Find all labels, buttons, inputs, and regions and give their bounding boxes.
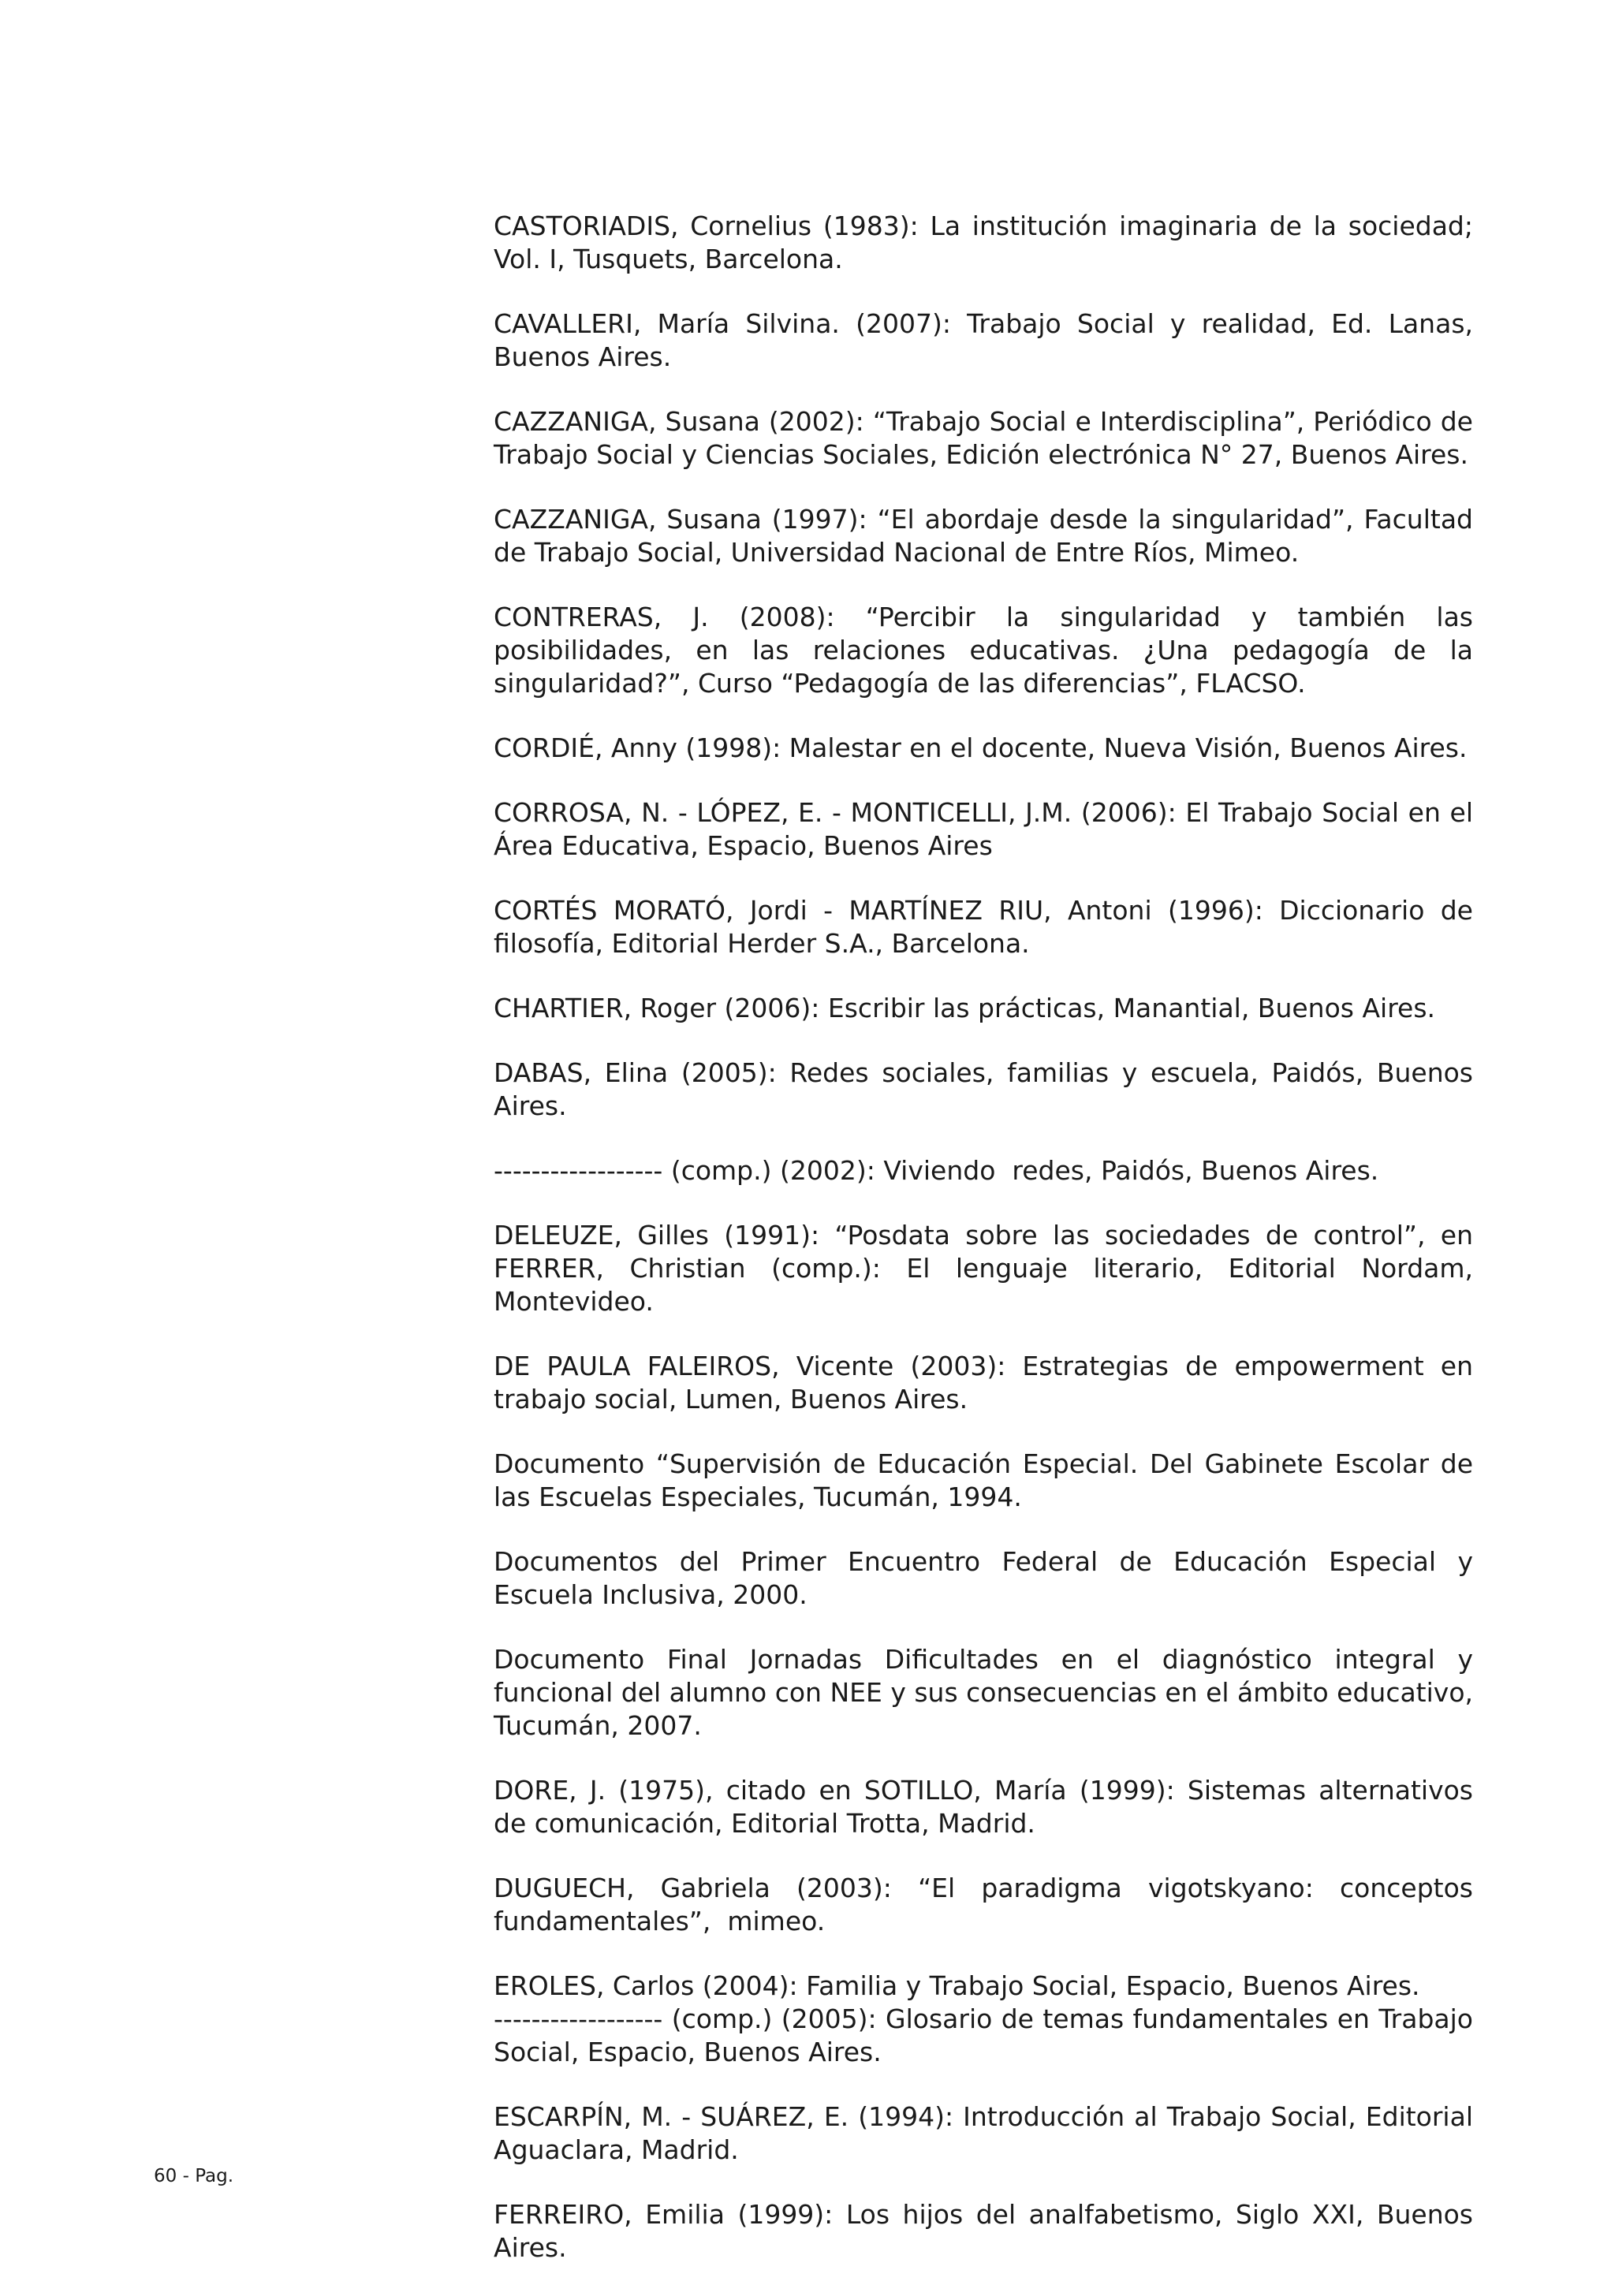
reference-entry: CONTRERAS, J. (2008): “Percibir la singularidad y también las posibilidades, en las relaciones educativas. ¿Una pedagogía de la singularidad?”, Curso “Pedagogía de las diferencias”, FLACSO.	[494, 602, 1482, 699]
reference-entry: ESCARPÍN, M. - SUÁREZ, E. (1994): Introducción al Trabajo Social, Editorial Aguaclara, Madrid.	[494, 2101, 1482, 2165]
reference-entry: CASTORIADIS, Cornelius (1983): La institución imaginaria de la sociedad; Vol. I, Tusquets, Barcelona.	[494, 211, 1482, 274]
reference-entry: Documento Final Jornadas Dificultades en el diagnóstico integral y funcional del alumno con NEE y sus consecuencias en el ámbito educativo, Tucumán, 2007.	[494, 1644, 1482, 1741]
reference-entry: DELEUZE, Gilles (1991): “Posdata sobre las sociedades de control”, en FERRER, Christian (comp.): El lenguaje literario, Editorial Nordam, Montevideo.	[494, 1220, 1482, 1317]
reference-entry: DABAS, Elina (2005): Redes sociales, familias y escuela, Paidós, Buenos Aires.	[494, 1057, 1482, 1121]
reference-entry: DUGUECH, Gabriela (2003): “El paradigma vigotskyano: conceptos fundamentales”, mimeo.	[494, 1873, 1482, 1936]
reference-entry: CHARTIER, Roger (2006): Escribir las prácticas, Manantial, Buenos Aires.	[494, 993, 1436, 1023]
reference-entry: ------------------ (comp.) (2005): Glosario de temas fundamentales en Trabajo Social, Espacio, Buenos Aires.	[494, 2003, 1482, 2067]
reference-entry: ------------------ (comp.) (2002): Viviendo redes, Paidós, Buenos Aires.	[494, 1155, 1379, 1186]
reference-entry: DORE, J. (1975), citado en SOTILLO, María (1999): Sistemas alternativos de comunicación, Editorial Trotta, Madrid.	[494, 1775, 1482, 1839]
reference-entry: CORDIÉ, Anny (1998): Malestar en el docente, Nueva Visión, Buenos Aires.	[494, 732, 1468, 763]
reference-entry: Documentos del Primer Encuentro Federal de Educación Especial y Escuela Inclusiva, 2000.	[494, 1546, 1482, 1610]
reference-entry: CAZZANIGA, Susana (2002): “Trabajo Social e Interdisciplina”, Periódico de Trabajo Social y Ciencias Sociales, Edición electrónica N° 27, Buenos Aires.	[494, 406, 1482, 470]
reference-entry: CAZZANIGA, Susana (1997): “El abordaje desde la singularidad”, Facultad de Trabajo Social, Universidad Nacional de Entre Ríos, Mimeo.	[494, 504, 1482, 568]
reference-entry: Documento “Supervisión de Educación Especial. Del Gabinete Escolar de las Escuelas Especiales, Tucumán, 1994.	[494, 1448, 1482, 1512]
reference-entry: EROLES, Carlos (2004): Familia y Trabajo Social, Espacio, Buenos Aires.	[494, 1970, 1420, 2001]
reference-entry: FERREIRO, Emilia (1999): Los hijos del analfabetismo, Siglo XXI, Buenos Aires.	[494, 2199, 1482, 2263]
reference-entry: CORROSA, N. - LÓPEZ, E. - MONTICELLI, J.M. (2006): El Trabajo Social en el Área Educativa, Espacio, Buenos Aires	[494, 797, 1482, 861]
reference-list	[494, 210, 1482, 2296]
page-number: 60 - Pag.	[154, 2166, 234, 2186]
reference-entry: CORTÉS MORATÓ, Jordi - MARTÍNEZ RIU, Antoni (1996): Diccionario de filosofía, Editorial Herder S.A., Barcelona.	[494, 895, 1482, 959]
reference-entry: DE PAULA FALEIROS, Vicente (2003): Estrategias de empowerment en trabajo social, Lumen, Buenos Aires.	[494, 1351, 1482, 1414]
reference-entry: CAVALLERI, María Silvina. (2007): Trabajo Social y realidad, Ed. Lanas, Buenos Aires.	[494, 308, 1482, 372]
